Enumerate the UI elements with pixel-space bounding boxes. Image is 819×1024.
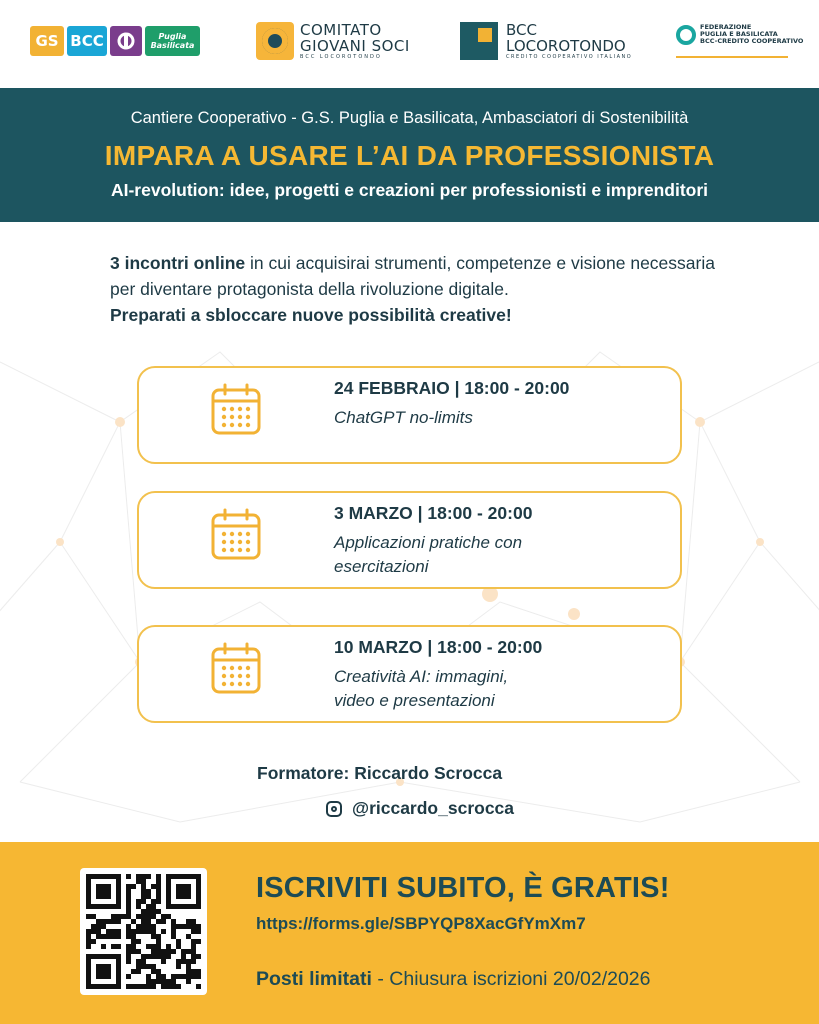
signup-link[interactable]: https://forms.gle/SBPYQP8XacGfYmXm7 [256, 914, 586, 933]
session-topic-line: Creatività AI: immagini, [334, 667, 509, 686]
bank-line2: LOCOROTONDO [506, 37, 626, 55]
federation-logo [676, 24, 803, 45]
header-tagline: AI-revolution: idee, progetti e creazioni per professionisti e imprenditori [110, 180, 709, 200]
session-topic [334, 406, 634, 430]
session-topic [334, 665, 634, 713]
limited-seats-bold: Posti limitati [256, 968, 372, 990]
federation-underline [676, 56, 788, 58]
qr-code[interactable] [80, 868, 207, 995]
instagram-icon [326, 801, 342, 817]
bank-sub: CREDITO COOPERATIVO ITALIANO [506, 54, 633, 60]
bank-logo [460, 22, 632, 60]
intro-lead-rest: in cui acquisirai strumenti, competenze e visione necessaria per diventare protagonista della rivoluzione digitale. [110, 253, 715, 299]
bcc-logo-chip: BCC [67, 26, 107, 56]
federation-line3: BCC-CREDITO COOPERATIVO [700, 37, 804, 45]
intro-lead-bold: 3 incontri online [110, 253, 246, 273]
instagram-handle-text: @riccardo_scrocca [352, 798, 515, 818]
calendar-icon [211, 383, 261, 435]
session-topic-line: video e presentazioni [334, 691, 495, 710]
committee-line2: GIOVANI SOCI [300, 37, 410, 55]
session-card [137, 625, 682, 723]
bank-mark-icon [460, 22, 498, 60]
committee-logo [256, 22, 410, 60]
session-card [137, 491, 682, 589]
committee-line1: COMITATO [300, 21, 382, 39]
logo-bar [0, 0, 819, 88]
page-title: IMPARA A USARE L’AI DA PROFESSIONISTA [104, 140, 715, 171]
trainer-label: Formatore: Riccardo Scrocca [257, 763, 503, 783]
session-topic [334, 531, 634, 579]
header-subtitle: Cantiere Cooperativo - G.S. Puglia e Basilicata, Ambasciatori di Sostenibilità [130, 109, 689, 127]
intro-text [110, 250, 730, 328]
footer-band [0, 842, 819, 1024]
federation-mark-icon [676, 25, 696, 45]
session-topic-line: ChatGPT no-limits [334, 408, 473, 427]
gs-bcc-logo [30, 26, 200, 56]
instagram-handle[interactable] [326, 798, 514, 819]
session-date: 24 FEBBRAIO | 18:00 - 20:00 [334, 378, 570, 398]
limited-seats-text [256, 968, 651, 991]
federation-line2: PUGLIA E BASILICATA [700, 30, 778, 38]
signup-cta: ISCRIVITI SUBITO, È GRATIS! [256, 872, 670, 904]
session-date: 10 MARZO | 18:00 - 20:00 [334, 637, 543, 657]
bank-line1: BCC [506, 21, 537, 39]
calendar-icon [211, 642, 261, 694]
cooperative-icon [110, 26, 142, 56]
closing-date-text: - Chiusura iscrizioni 20/02/2026 [371, 968, 651, 990]
session-date: 3 MARZO | 18:00 - 20:00 [334, 503, 533, 523]
session-card [137, 366, 682, 464]
gs-logo-chip: GS [30, 26, 64, 56]
session-topic-line: Applicazioni pratiche con [334, 533, 523, 552]
intro-closing: Preparati a sbloccare nuove possibilità creative! [110, 305, 512, 325]
federation-line1: FEDERAZIONE [700, 23, 752, 31]
calendar-icon [211, 508, 261, 560]
session-topic-line: esercitazioni [334, 557, 429, 576]
header-band [0, 88, 819, 222]
committee-mark-icon [256, 22, 294, 60]
region-logo-chip: Puglia Basilicata [145, 26, 200, 56]
committee-sub: BCC LOCOROTONDO [300, 54, 382, 60]
